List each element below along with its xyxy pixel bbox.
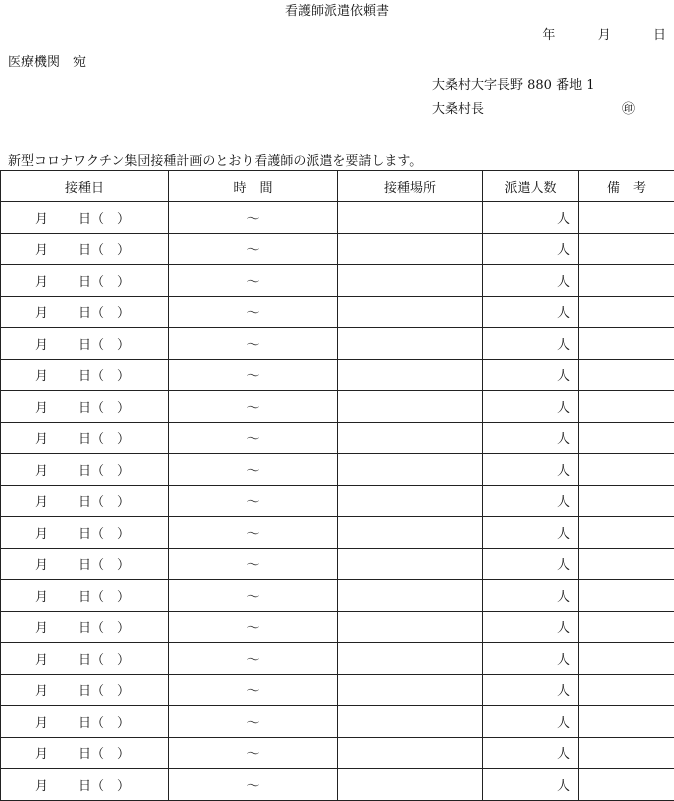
header-count: 派遣人数 xyxy=(483,171,579,202)
place-cell[interactable] xyxy=(338,265,483,297)
time-cell[interactable]: 〜 xyxy=(169,485,338,517)
place-cell[interactable] xyxy=(338,233,483,265)
place-cell[interactable] xyxy=(338,737,483,769)
table-row xyxy=(1,674,674,706)
document-title: 看護師派遣依頼書 xyxy=(0,0,674,19)
count-cell[interactable]: 人 xyxy=(483,611,579,643)
table-row xyxy=(1,737,674,769)
note-cell[interactable] xyxy=(579,454,674,486)
note-cell[interactable] xyxy=(579,328,674,360)
month-label: 月 xyxy=(35,432,48,447)
count-cell[interactable]: 人 xyxy=(483,454,579,486)
date-cell[interactable] xyxy=(1,737,169,769)
month-label: 月 xyxy=(35,747,48,762)
month-label: 月 xyxy=(35,338,48,353)
month-label: 月 xyxy=(35,590,48,605)
place-cell[interactable] xyxy=(338,706,483,738)
date-cell[interactable] xyxy=(1,202,169,234)
day-label: 日（ ） xyxy=(78,302,130,321)
table-body xyxy=(1,202,674,801)
day-label: 日（ ） xyxy=(78,271,130,290)
time-cell[interactable]: 〜 xyxy=(169,391,338,423)
day-label: 日（ ） xyxy=(78,460,130,479)
place-cell[interactable] xyxy=(338,674,483,706)
date-line xyxy=(542,24,666,43)
dispatch-table xyxy=(0,170,674,801)
sender-address: 大桑村大字長野 880 番地 1 xyxy=(432,74,594,93)
place-cell[interactable] xyxy=(338,485,483,517)
month-label: 月 xyxy=(35,306,48,321)
month-label: 月 xyxy=(35,495,48,510)
time-cell[interactable]: 〜 xyxy=(169,769,338,801)
table-row xyxy=(1,548,674,580)
note-cell[interactable] xyxy=(579,706,674,738)
date-cell[interactable] xyxy=(1,517,169,549)
date-cell[interactable] xyxy=(1,643,169,675)
month-label: 月 xyxy=(35,779,48,794)
note-cell[interactable] xyxy=(579,611,674,643)
month-label: 月 xyxy=(35,243,48,258)
date-year-label: 年 xyxy=(542,24,555,43)
count-cell[interactable]: 人 xyxy=(483,674,579,706)
date-cell[interactable] xyxy=(1,706,169,738)
count-cell[interactable]: 人 xyxy=(483,580,579,612)
day-label: 日（ ） xyxy=(78,491,130,510)
date-cell[interactable] xyxy=(1,422,169,454)
time-cell[interactable]: 〜 xyxy=(169,328,338,360)
note-cell[interactable] xyxy=(579,643,674,675)
day-label: 日（ ） xyxy=(78,680,130,699)
table-row xyxy=(1,580,674,612)
day-label: 日（ ） xyxy=(78,586,130,605)
date-cell[interactable] xyxy=(1,485,169,517)
place-cell[interactable] xyxy=(338,422,483,454)
place-cell[interactable] xyxy=(338,769,483,801)
day-label: 日（ ） xyxy=(78,208,130,227)
count-cell[interactable]: 人 xyxy=(483,643,579,675)
time-cell[interactable]: 〜 xyxy=(169,454,338,486)
note-cell[interactable] xyxy=(579,296,674,328)
day-label: 日（ ） xyxy=(78,397,130,416)
day-label: 日（ ） xyxy=(78,743,130,762)
time-cell[interactable]: 〜 xyxy=(169,265,338,297)
count-cell[interactable]: 人 xyxy=(483,485,579,517)
header-place: 接種場所 xyxy=(338,171,483,202)
month-label: 月 xyxy=(35,558,48,573)
note-cell[interactable] xyxy=(579,674,674,706)
table-header-row xyxy=(1,171,674,202)
month-label: 月 xyxy=(35,527,48,542)
date-cell[interactable] xyxy=(1,296,169,328)
table-row xyxy=(1,296,674,328)
table-row xyxy=(1,485,674,517)
month-label: 月 xyxy=(35,369,48,384)
place-cell[interactable] xyxy=(338,296,483,328)
count-cell[interactable]: 人 xyxy=(483,296,579,328)
time-cell[interactable]: 〜 xyxy=(169,737,338,769)
table-row xyxy=(1,643,674,675)
place-cell[interactable] xyxy=(338,580,483,612)
day-label: 日（ ） xyxy=(78,617,130,636)
note-cell[interactable] xyxy=(579,359,674,391)
place-cell[interactable] xyxy=(338,548,483,580)
count-cell[interactable]: 人 xyxy=(483,548,579,580)
note-cell[interactable] xyxy=(579,737,674,769)
table-row xyxy=(1,769,674,801)
table-row xyxy=(1,328,674,360)
place-cell[interactable] xyxy=(338,359,483,391)
time-cell[interactable]: 〜 xyxy=(169,233,338,265)
month-label: 月 xyxy=(35,212,48,227)
time-cell[interactable]: 〜 xyxy=(169,202,338,234)
day-label: 日（ ） xyxy=(78,554,130,573)
table-row xyxy=(1,517,674,549)
note-cell[interactable] xyxy=(579,233,674,265)
table-row xyxy=(1,359,674,391)
table-row xyxy=(1,611,674,643)
count-cell[interactable]: 人 xyxy=(483,517,579,549)
table-row xyxy=(1,422,674,454)
note-cell[interactable] xyxy=(579,485,674,517)
day-label: 日（ ） xyxy=(78,428,130,447)
month-label: 月 xyxy=(35,275,48,290)
count-cell[interactable]: 人 xyxy=(483,328,579,360)
place-cell[interactable] xyxy=(338,643,483,675)
time-cell[interactable]: 〜 xyxy=(169,517,338,549)
day-label: 日（ ） xyxy=(78,523,130,542)
place-cell[interactable] xyxy=(338,328,483,360)
sender-name: 大桑村長 xyxy=(432,98,484,117)
count-cell[interactable]: 人 xyxy=(483,737,579,769)
day-label: 日（ ） xyxy=(78,649,130,668)
day-label: 日（ ） xyxy=(78,775,130,794)
date-cell[interactable] xyxy=(1,769,169,801)
seal-mark: ㊞ xyxy=(622,98,635,117)
table-row xyxy=(1,706,674,738)
date-day-label: 日 xyxy=(653,24,666,43)
month-label: 月 xyxy=(35,684,48,699)
table-row xyxy=(1,202,674,234)
date-cell[interactable] xyxy=(1,580,169,612)
note-cell[interactable] xyxy=(579,391,674,423)
header-note: 備 考 xyxy=(579,171,674,202)
count-cell[interactable]: 人 xyxy=(483,233,579,265)
table-row xyxy=(1,454,674,486)
note-cell[interactable] xyxy=(579,265,674,297)
count-cell[interactable]: 人 xyxy=(483,422,579,454)
month-label: 月 xyxy=(35,716,48,731)
place-cell[interactable] xyxy=(338,202,483,234)
month-label: 月 xyxy=(35,653,48,668)
date-cell[interactable] xyxy=(1,454,169,486)
note-cell[interactable] xyxy=(579,548,674,580)
date-cell[interactable] xyxy=(1,674,169,706)
month-label: 月 xyxy=(35,401,48,416)
day-label: 日（ ） xyxy=(78,365,130,384)
place-cell[interactable] xyxy=(338,611,483,643)
place-cell[interactable] xyxy=(338,391,483,423)
place-cell[interactable] xyxy=(338,454,483,486)
count-cell[interactable]: 人 xyxy=(483,706,579,738)
day-label: 日（ ） xyxy=(78,239,130,258)
time-cell[interactable]: 〜 xyxy=(169,706,338,738)
header-date: 接種日 xyxy=(1,171,169,202)
date-month-label: 月 xyxy=(598,24,611,43)
count-cell[interactable]: 人 xyxy=(483,391,579,423)
time-cell[interactable]: 〜 xyxy=(169,548,338,580)
day-label: 日（ ） xyxy=(78,334,130,353)
note-cell[interactable] xyxy=(579,422,674,454)
count-cell[interactable]: 人 xyxy=(483,359,579,391)
place-cell[interactable] xyxy=(338,517,483,549)
day-label: 日（ ） xyxy=(78,712,130,731)
month-label: 月 xyxy=(35,464,48,479)
table-row xyxy=(1,233,674,265)
time-cell[interactable]: 〜 xyxy=(169,611,338,643)
time-cell[interactable]: 〜 xyxy=(169,422,338,454)
date-cell[interactable] xyxy=(1,391,169,423)
time-cell[interactable]: 〜 xyxy=(169,359,338,391)
time-cell[interactable]: 〜 xyxy=(169,580,338,612)
time-cell[interactable]: 〜 xyxy=(169,643,338,675)
table-row xyxy=(1,265,674,297)
note-cell[interactable] xyxy=(579,580,674,612)
time-cell[interactable]: 〜 xyxy=(169,296,338,328)
date-cell[interactable] xyxy=(1,233,169,265)
note-cell[interactable] xyxy=(579,517,674,549)
header-time: 時 間 xyxy=(169,171,338,202)
date-cell[interactable] xyxy=(1,548,169,580)
time-cell[interactable]: 〜 xyxy=(169,674,338,706)
count-cell[interactable]: 人 xyxy=(483,202,579,234)
date-cell[interactable] xyxy=(1,265,169,297)
date-cell[interactable] xyxy=(1,611,169,643)
recipient: 医療機関 宛 xyxy=(8,51,86,70)
note-cell[interactable] xyxy=(579,769,674,801)
date-cell[interactable] xyxy=(1,359,169,391)
count-cell[interactable]: 人 xyxy=(483,769,579,801)
count-cell[interactable]: 人 xyxy=(483,265,579,297)
note-cell[interactable] xyxy=(579,202,674,234)
date-cell[interactable] xyxy=(1,328,169,360)
table-row xyxy=(1,391,674,423)
month-label: 月 xyxy=(35,621,48,636)
request-text: 新型コロナワクチン集団接種計画のとおり看護師の派遣を要請します。 xyxy=(8,150,422,169)
